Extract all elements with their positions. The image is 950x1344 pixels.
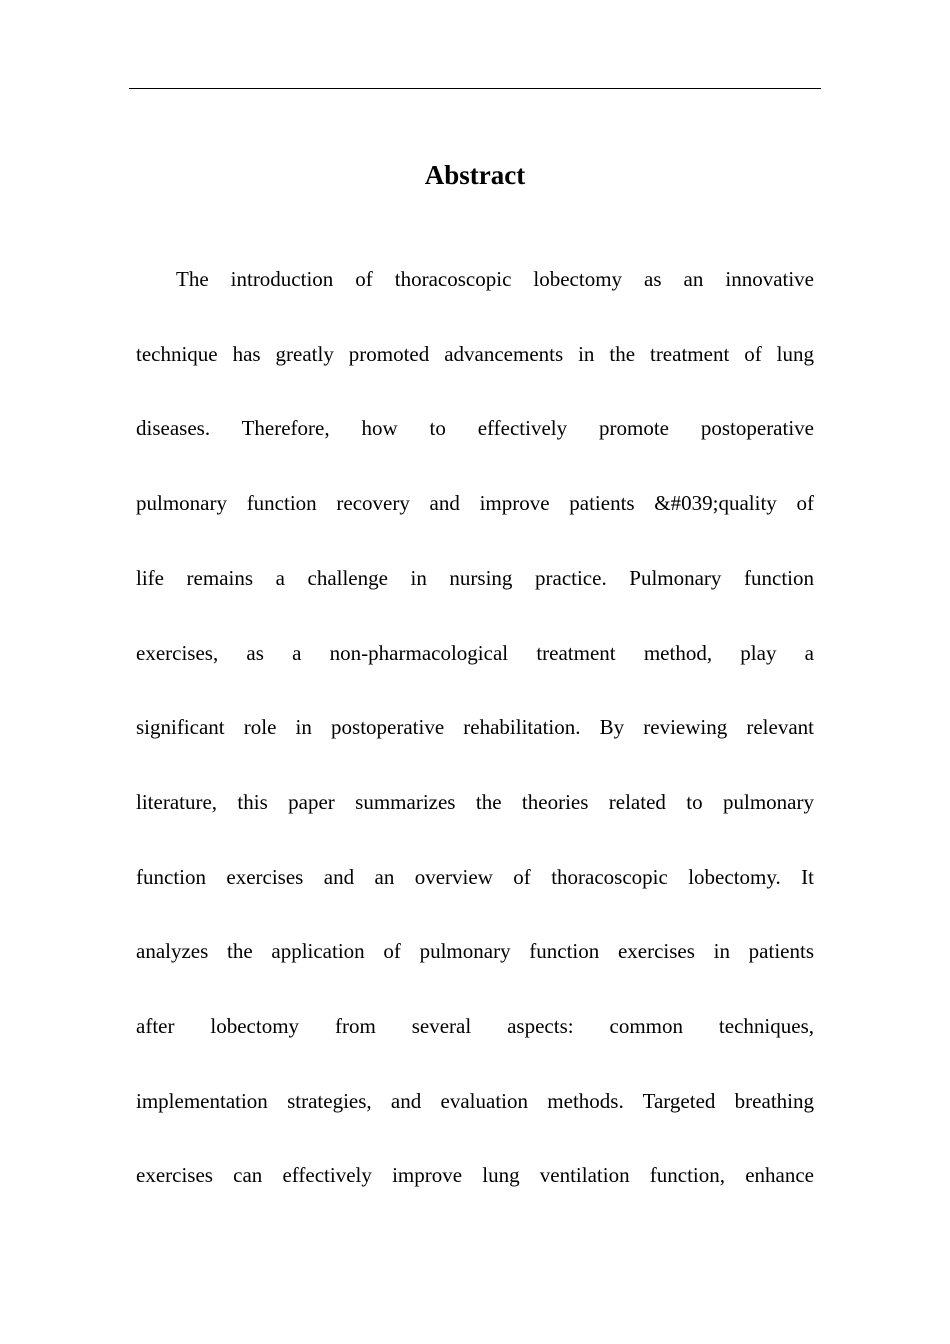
abstract-line: pulmonary function recovery and improve patients &#039;quality of [136, 491, 814, 516]
abstract-line: after lobectomy from several aspects: common techniques, [136, 1014, 814, 1039]
abstract-line: exercises can effectively improve lung ventilation function, enhance [136, 1163, 814, 1188]
abstract-line: technique has greatly promoted advancements in the treatment of lung [136, 341, 814, 366]
abstract-line: exercises, as a non-pharmacological treatment method, play a [136, 640, 814, 665]
abstract-line: literature, this paper summarizes the theories related to pulmonary [136, 789, 814, 814]
abstract-line: significant role in postoperative rehabilitation. By reviewing relevant [136, 715, 814, 740]
abstract-body [136, 242, 814, 1213]
abstract-title: Abstract [424, 160, 526, 190]
abstract-line: diseases. Therefore, how to effectively promote postoperative [136, 416, 814, 441]
abstract-line: analyzes the application of pulmonary function exercises in patients [136, 939, 814, 964]
abstract-line: life remains a challenge in nursing practice. Pulmonary function [136, 565, 814, 590]
abstract-line: The introduction of thoracoscopic lobectomy as an innovative [176, 267, 814, 291]
header-rule [129, 88, 821, 89]
abstract-line: implementation strategies, and evaluation methods. Targeted breathing [136, 1088, 814, 1113]
abstract-line: function exercises and an overview of thoracoscopic lobectomy. It [136, 864, 814, 889]
